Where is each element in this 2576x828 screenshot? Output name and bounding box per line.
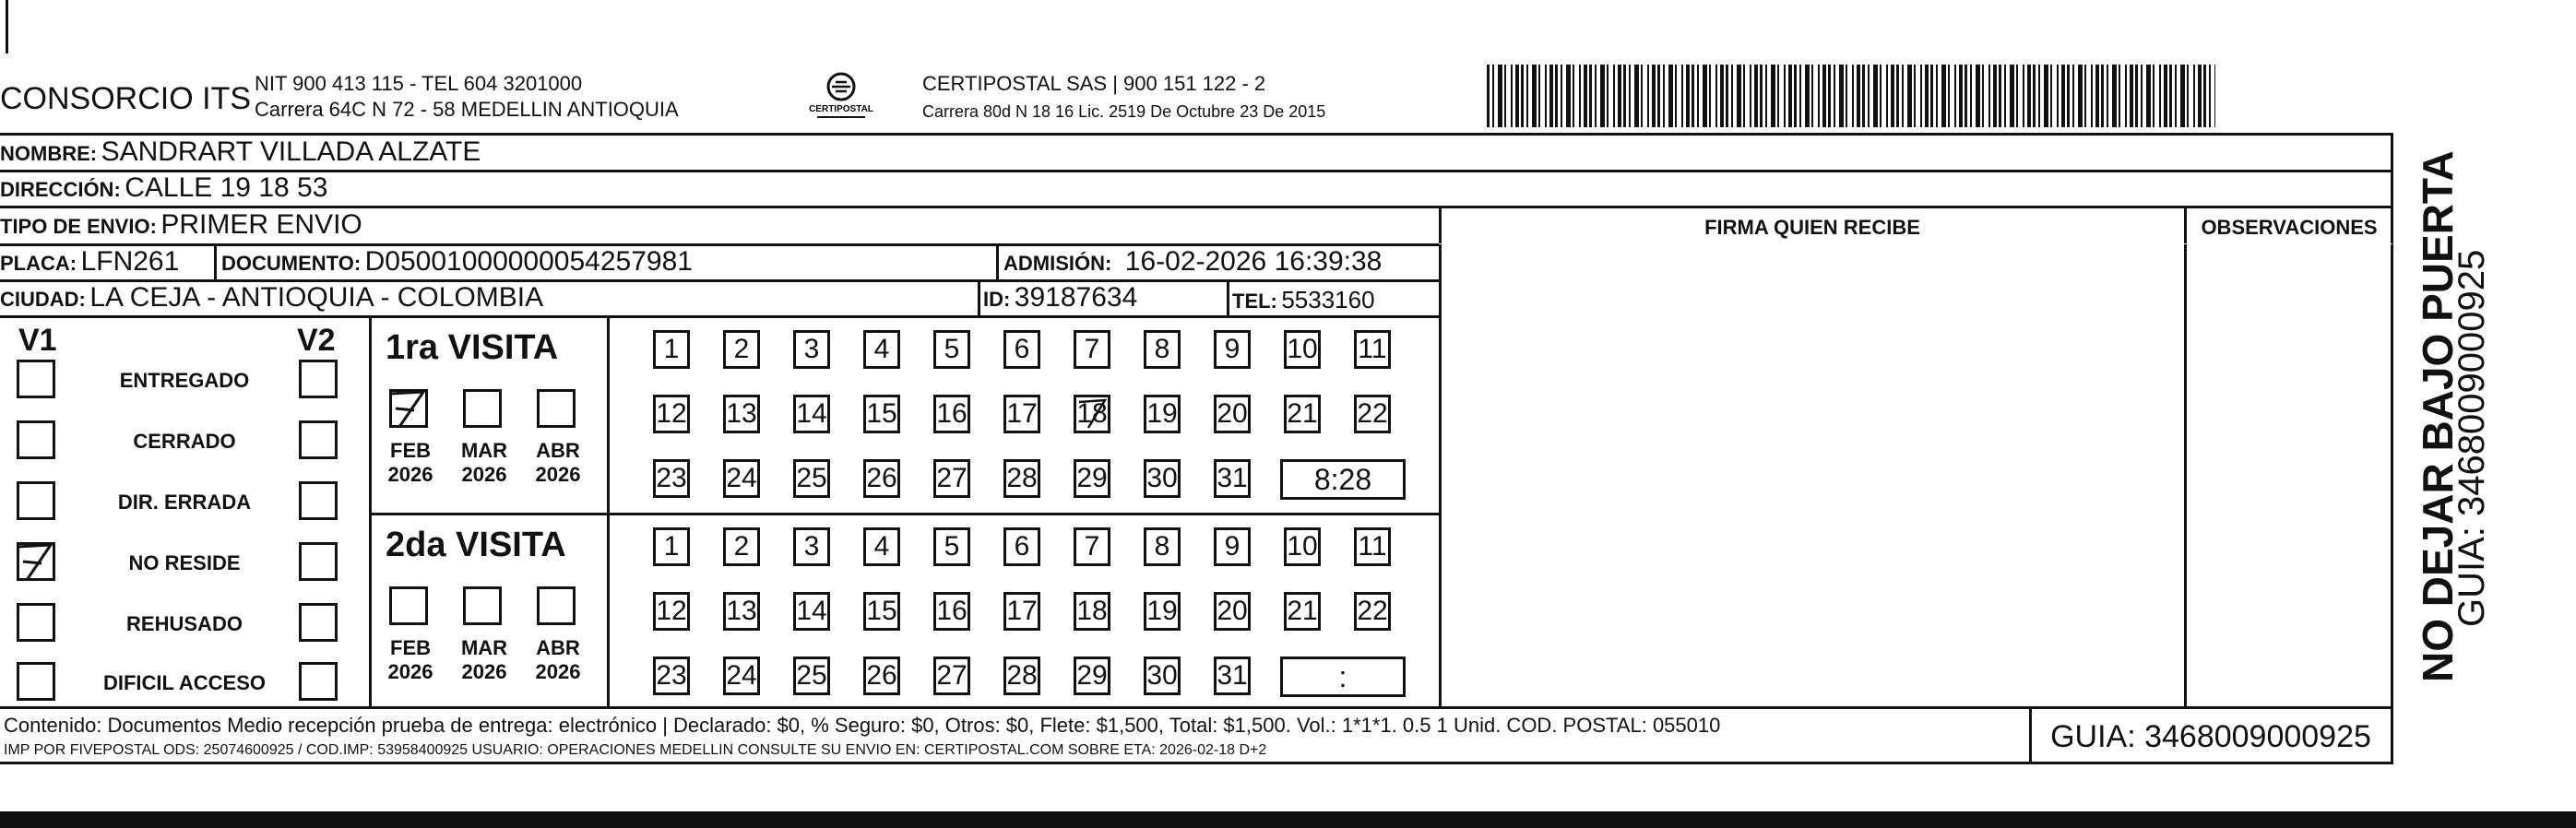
v2-header: V2 <box>297 323 336 358</box>
day-box[interactable]: 3 <box>793 527 830 566</box>
certipostal-logo <box>804 70 878 122</box>
day-box[interactable]: 7 <box>1074 527 1110 566</box>
v2-checkbox[interactable] <box>299 542 338 581</box>
ciudad-label: CIUDAD: <box>0 288 86 311</box>
month-label: FEB <box>390 636 431 659</box>
v1-header: V1 <box>18 323 57 358</box>
day-box[interactable]: 25 <box>793 459 830 498</box>
day-box[interactable]: 27 <box>933 459 970 498</box>
day-box[interactable]: 16 <box>933 395 970 433</box>
company-nit: NIT 900 413 115 - TEL 604 3201000 <box>255 72 583 95</box>
day-box[interactable]: 3 <box>793 330 830 369</box>
ciudad-value: LA CEJA - ANTIOQUIA - COLOMBIA <box>89 282 544 313</box>
month-label: MAR <box>460 439 508 462</box>
v2-checkbox[interactable] <box>299 420 338 459</box>
v2-checkbox[interactable] <box>299 603 338 642</box>
rule-firma-header <box>1439 243 2392 244</box>
day-box[interactable]: 30 <box>1144 656 1181 695</box>
nombre-field <box>0 138 481 166</box>
v2-checkbox[interactable] <box>299 360 338 398</box>
day-box[interactable]: 25 <box>793 656 830 695</box>
month-label: MAR <box>460 636 508 659</box>
status-label: NO RESIDE <box>128 551 241 574</box>
day-box[interactable]: 1 <box>653 330 690 369</box>
v1-checkbox[interactable] <box>17 481 55 520</box>
day-box[interactable]: 19 <box>1144 395 1181 433</box>
day-box[interactable]: 18 <box>1074 395 1110 433</box>
side-guia: GUIA: 3468009000925 <box>2451 249 2492 627</box>
day-box[interactable]: 13 <box>723 592 760 631</box>
check-mark-icon <box>386 386 431 431</box>
tipo-label: TIPO DE ENVIO: <box>0 215 157 238</box>
rule-tel-sep <box>1227 279 1229 316</box>
v2-checkbox[interactable] <box>299 662 338 701</box>
month-year: 2026 <box>461 660 507 683</box>
day-box[interactable]: 23 <box>653 459 690 498</box>
day-box[interactable]: 22 <box>1354 395 1391 433</box>
no-dejar-bajo-puerta: NO DEJAR BAJO PUERTA <box>2414 150 2462 682</box>
tipo-value: PRIMER ENVIO <box>160 209 362 240</box>
day-box[interactable]: 10 <box>1284 527 1321 566</box>
v2-checkbox[interactable] <box>299 481 338 520</box>
direccion-value: CALLE 19 18 53 <box>125 172 328 203</box>
footer-imp: IMP POR FIVEPOSTAL ODS: 25074600925 / COD.IMP: 53958400925 USUARIO: OPERACIONES MEDELLIN CONSULTE SU ENVIO EN: CERTIPOSTAL.COM SOBRE ETA: 2026-02-18 D+2 <box>4 742 1267 758</box>
certipostal-address: Carrera 80d N 18 16 Lic. 2519 De Octubre 23 De 2015 <box>922 102 1326 121</box>
visit-title: 1ra VISITA <box>386 328 559 367</box>
day-box[interactable]: 15 <box>863 395 900 433</box>
v1-checkbox[interactable] <box>17 662 55 701</box>
month-year: 2026 <box>387 463 433 486</box>
day-box[interactable]: 5 <box>933 330 970 369</box>
visit-title: 2da VISITA <box>386 526 566 564</box>
rule-obs-left <box>2184 206 2187 708</box>
logo-text: CERTIPOSTAL <box>809 104 873 114</box>
barcode <box>1487 65 2215 127</box>
rule-nombre <box>0 170 2392 172</box>
day-box[interactable]: 20 <box>1214 592 1251 631</box>
day-box[interactable]: 11 <box>1354 330 1391 369</box>
status-label: ENTREGADO <box>119 369 250 392</box>
nombre-value: SANDRART VILLADA ALZATE <box>101 136 481 167</box>
status-label: REHUSADO <box>126 612 243 635</box>
day-box[interactable]: 8 <box>1144 527 1181 566</box>
day-box[interactable]: 6 <box>1003 527 1040 566</box>
day-box[interactable]: 19 <box>1144 592 1181 631</box>
rule-direccion <box>0 206 2392 208</box>
day-box[interactable]: 18 <box>1074 592 1110 631</box>
rule-top <box>0 133 2392 136</box>
day-box[interactable]: 29 <box>1074 656 1110 695</box>
day-box[interactable]: 31 <box>1214 656 1251 695</box>
day-box[interactable]: 28 <box>1003 459 1040 498</box>
visit-time-box[interactable]: : <box>1280 656 1406 697</box>
documento-label: DOCUMENTO: <box>221 252 362 275</box>
direccion-field <box>0 174 327 202</box>
day-box[interactable]: 9 <box>1214 527 1251 566</box>
rule-bottom <box>0 762 2392 764</box>
day-box[interactable]: 1 <box>653 527 690 566</box>
month-checkbox[interactable] <box>463 389 502 428</box>
tel-label: TEL: <box>1232 290 1277 313</box>
visit-time-box[interactable]: 8:28 <box>1280 459 1406 500</box>
firma-header: FIRMA QUIEN RECIBE <box>1704 216 1920 239</box>
month-label: ABR <box>536 439 580 462</box>
rule-ciudad <box>0 315 1441 318</box>
tel-field <box>1232 288 1375 312</box>
rule-months-right <box>607 315 610 708</box>
day-box[interactable]: 12 <box>653 395 690 433</box>
month-year: 2026 <box>535 463 581 486</box>
company-address: Carrera 64C N 72 - 58 MEDELLIN ANTIOQUIA <box>255 98 679 121</box>
day-box[interactable]: 4 <box>863 330 900 369</box>
day-box[interactable]: 14 <box>793 592 830 631</box>
rule-status-right <box>369 315 372 708</box>
margin-mark <box>6 0 8 53</box>
id-value: 39187634 <box>1014 282 1138 313</box>
admision-label: ADMISIÓN: <box>1003 252 1112 275</box>
day-box[interactable]: 16 <box>933 592 970 631</box>
rule-firma-left <box>1439 206 1442 708</box>
day-box[interactable]: 9 <box>1214 330 1251 369</box>
day-box[interactable]: 30 <box>1144 459 1181 498</box>
day-box[interactable]: 11 <box>1354 527 1391 566</box>
footer-guia: GUIA: 3468009000925 <box>2050 719 2371 754</box>
id-field <box>983 284 1137 312</box>
bottom-band <box>0 811 2576 828</box>
v1-checkbox[interactable] <box>17 603 55 642</box>
day-box[interactable]: 21 <box>1284 592 1321 631</box>
day-box[interactable]: 26 <box>863 656 900 695</box>
certipostal-logo-icon <box>804 70 878 122</box>
documento-value: D05001000000054257981 <box>364 246 693 277</box>
status-label: DIR. ERRADA <box>117 491 252 514</box>
day-box[interactable]: 4 <box>863 527 900 566</box>
month-label: FEB <box>390 439 431 462</box>
month-year: 2026 <box>387 660 433 683</box>
day-box[interactable]: 29 <box>1074 459 1110 498</box>
placa-label: PLACA: <box>0 252 77 275</box>
rule-footer <box>0 706 2392 709</box>
day-box[interactable]: 17 <box>1003 592 1040 631</box>
direccion-label: DIRECCIÓN: <box>0 178 121 201</box>
day-box[interactable]: 23 <box>653 656 690 695</box>
day-box[interactable]: 2 <box>723 527 760 566</box>
observaciones-header: OBSERVACIONES <box>2201 216 2378 239</box>
day-box[interactable]: 27 <box>933 656 970 695</box>
day-box[interactable]: 17 <box>1003 395 1040 433</box>
day-box[interactable]: 12 <box>653 592 690 631</box>
footer-contenido: Contenido: Documentos Medio recepción prueba de entrega: electrónico | Declarado: $0, % Seguro: $0, Otros: $0, Flete: $1,500, Total: $1,500. Vol.: 1*1*1. 0.5 1 Unid. COD. POSTAL: 055010 <box>4 714 1721 737</box>
day-box[interactable]: 26 <box>863 459 900 498</box>
documento-field <box>221 248 693 276</box>
v1-checkbox[interactable] <box>17 360 55 398</box>
rule-mid-visits <box>369 513 1441 515</box>
tel-value: 5533160 <box>1281 286 1375 313</box>
rule-placa-sep <box>214 243 217 280</box>
day-box[interactable]: 13 <box>723 395 760 433</box>
status-label: DIFICIL ACCESO <box>102 671 266 694</box>
company-name: CONSORCIO ITS <box>0 81 252 116</box>
day-box[interactable]: 8 <box>1144 330 1181 369</box>
id-label: ID: <box>983 288 1011 311</box>
day-box[interactable]: 24 <box>723 459 760 498</box>
month-checkbox[interactable] <box>463 586 502 625</box>
day-check-icon <box>1074 395 1110 432</box>
check-mark-icon <box>14 539 58 584</box>
day-box[interactable]: 2 <box>723 330 760 369</box>
status-label: CERRADO <box>133 430 236 453</box>
day-box[interactable]: 7 <box>1074 330 1110 369</box>
day-box[interactable]: 5 <box>933 527 970 566</box>
month-label: ABR <box>536 636 580 659</box>
tipo-field <box>0 211 362 239</box>
placa-field <box>0 248 179 276</box>
day-box[interactable]: 24 <box>723 656 760 695</box>
month-checkbox[interactable] <box>389 389 428 428</box>
day-box[interactable]: 31 <box>1214 459 1251 498</box>
day-box[interactable]: 10 <box>1284 330 1321 369</box>
rule-admision-sep <box>996 243 999 280</box>
month-checkbox[interactable] <box>537 389 576 428</box>
day-box[interactable]: 28 <box>1003 656 1040 695</box>
day-box[interactable]: 20 <box>1214 395 1251 433</box>
v1-checkbox[interactable] <box>17 420 55 459</box>
month-year: 2026 <box>535 660 581 683</box>
month-year: 2026 <box>461 463 507 486</box>
v1-checkbox[interactable] <box>17 542 55 581</box>
day-box[interactable]: 22 <box>1354 592 1391 631</box>
day-box[interactable]: 14 <box>793 395 830 433</box>
placa-value: LFN261 <box>80 246 180 277</box>
month-checkbox[interactable] <box>389 586 428 625</box>
ciudad-field <box>0 284 543 312</box>
month-checkbox[interactable] <box>537 586 576 625</box>
rule-id-sep <box>978 279 980 316</box>
admision-value: 16-02-2026 16:39:38 <box>1124 246 1383 277</box>
certipostal-id: CERTIPOSTAL SAS | 900 151 122 - 2 <box>922 72 1266 95</box>
rule-right-edge <box>2391 133 2393 764</box>
day-box[interactable]: 6 <box>1003 330 1040 369</box>
day-box[interactable]: 21 <box>1284 395 1321 433</box>
admision-field <box>1003 248 1382 276</box>
day-box[interactable]: 15 <box>863 592 900 631</box>
nombre-label: NOMBRE: <box>0 142 98 165</box>
